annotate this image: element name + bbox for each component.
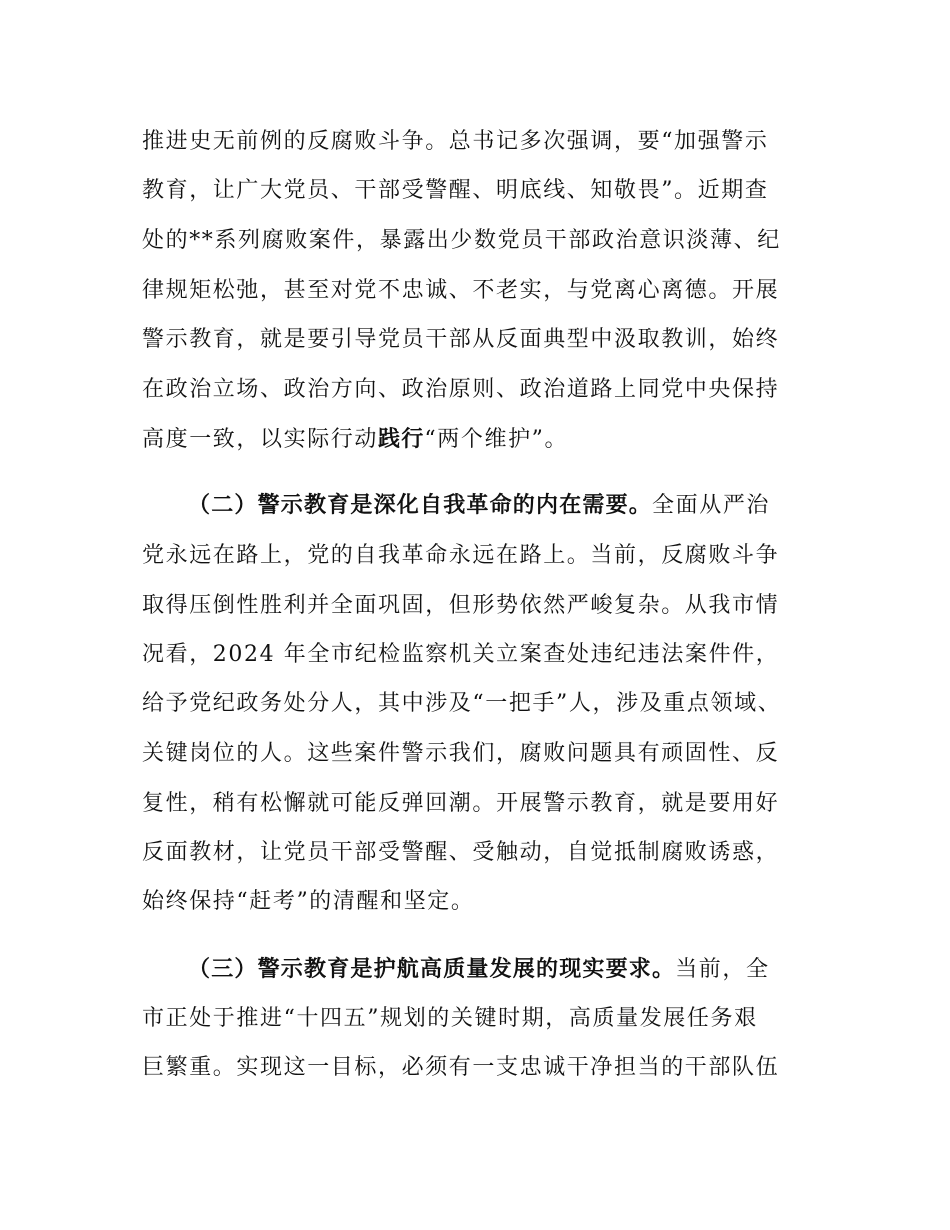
- body-text-segment: 高度一致，以实际行动: [142, 427, 379, 452]
- body-text-segment: 全面从严治: [652, 493, 771, 518]
- body-text-line: 复性，稍有松懈就可能反弹回潮。开展警示教育，就是要用好: [142, 791, 780, 816]
- section-heading: （二）警示教育是深化自我革命的内在需要。: [188, 493, 653, 518]
- body-text-line: [142, 425, 568, 455]
- body-text-line: 处的**系列腐败案件，暴露出少数党员干部政治意识淡薄、纪: [142, 228, 781, 253]
- body-text-line: 党永远在路上，党的自我革命永远在路上。当前，反腐败斗争: [142, 543, 780, 568]
- body-text-line: 市正处于推进“十四五”规划的关键时期，高质量发展任务艰: [142, 1006, 758, 1031]
- body-text-segment: “两个维护”。: [424, 427, 569, 452]
- body-text-line: 关键岗位的人。这些案件警示我们，腐败问题具有顽固性、反: [142, 741, 780, 766]
- body-text-segment: 当前，全: [675, 957, 770, 982]
- body-text-line: 巨繁重。实现这一目标，必须有一支忠诚干净担当的干部队伍: [142, 1055, 780, 1080]
- body-text-line: 律规矩松弛，甚至对党不忠诚、不老实，与党离心离德。开展: [142, 278, 780, 303]
- emphasis-text: 践行: [378, 427, 425, 452]
- body-text-line: 给予党纪政务处分人，其中涉及“一把手”人，涉及重点领域、: [142, 691, 782, 716]
- body-text-line: 警示教育，就是要引导党员干部从反面典型中汲取教训，始终: [142, 327, 780, 352]
- section-heading-line: [188, 491, 770, 521]
- body-text-line: 反面教材，让党员干部受警醒、受触动，自觉抵制腐败诱惑，: [142, 840, 780, 865]
- body-text-line: 况看，2024 年全市纪检监察机关立案查处违纪违法案件件，: [142, 642, 780, 667]
- section-heading-line: [188, 955, 770, 985]
- body-text-line: 在政治立场、政治方向、政治原则、政治道路上同党中央保持: [142, 377, 780, 402]
- section-heading: （三）警示教育是护航高质量发展的现实要求。: [188, 957, 676, 982]
- body-text-line: 取得压倒性胜利并全面巩固，但形势依然严峻复杂。从我市情: [142, 593, 780, 618]
- body-text-line: 教育，让广大党员、干部受警醒、明底线、知敬畏”。近期查: [142, 178, 769, 203]
- body-text-line: 始终保持“赶考”的清醒和坚定。: [142, 889, 475, 914]
- body-text-line: 推进史无前例的反腐败斗争。总书记多次强调，要“加强警示: [142, 129, 769, 154]
